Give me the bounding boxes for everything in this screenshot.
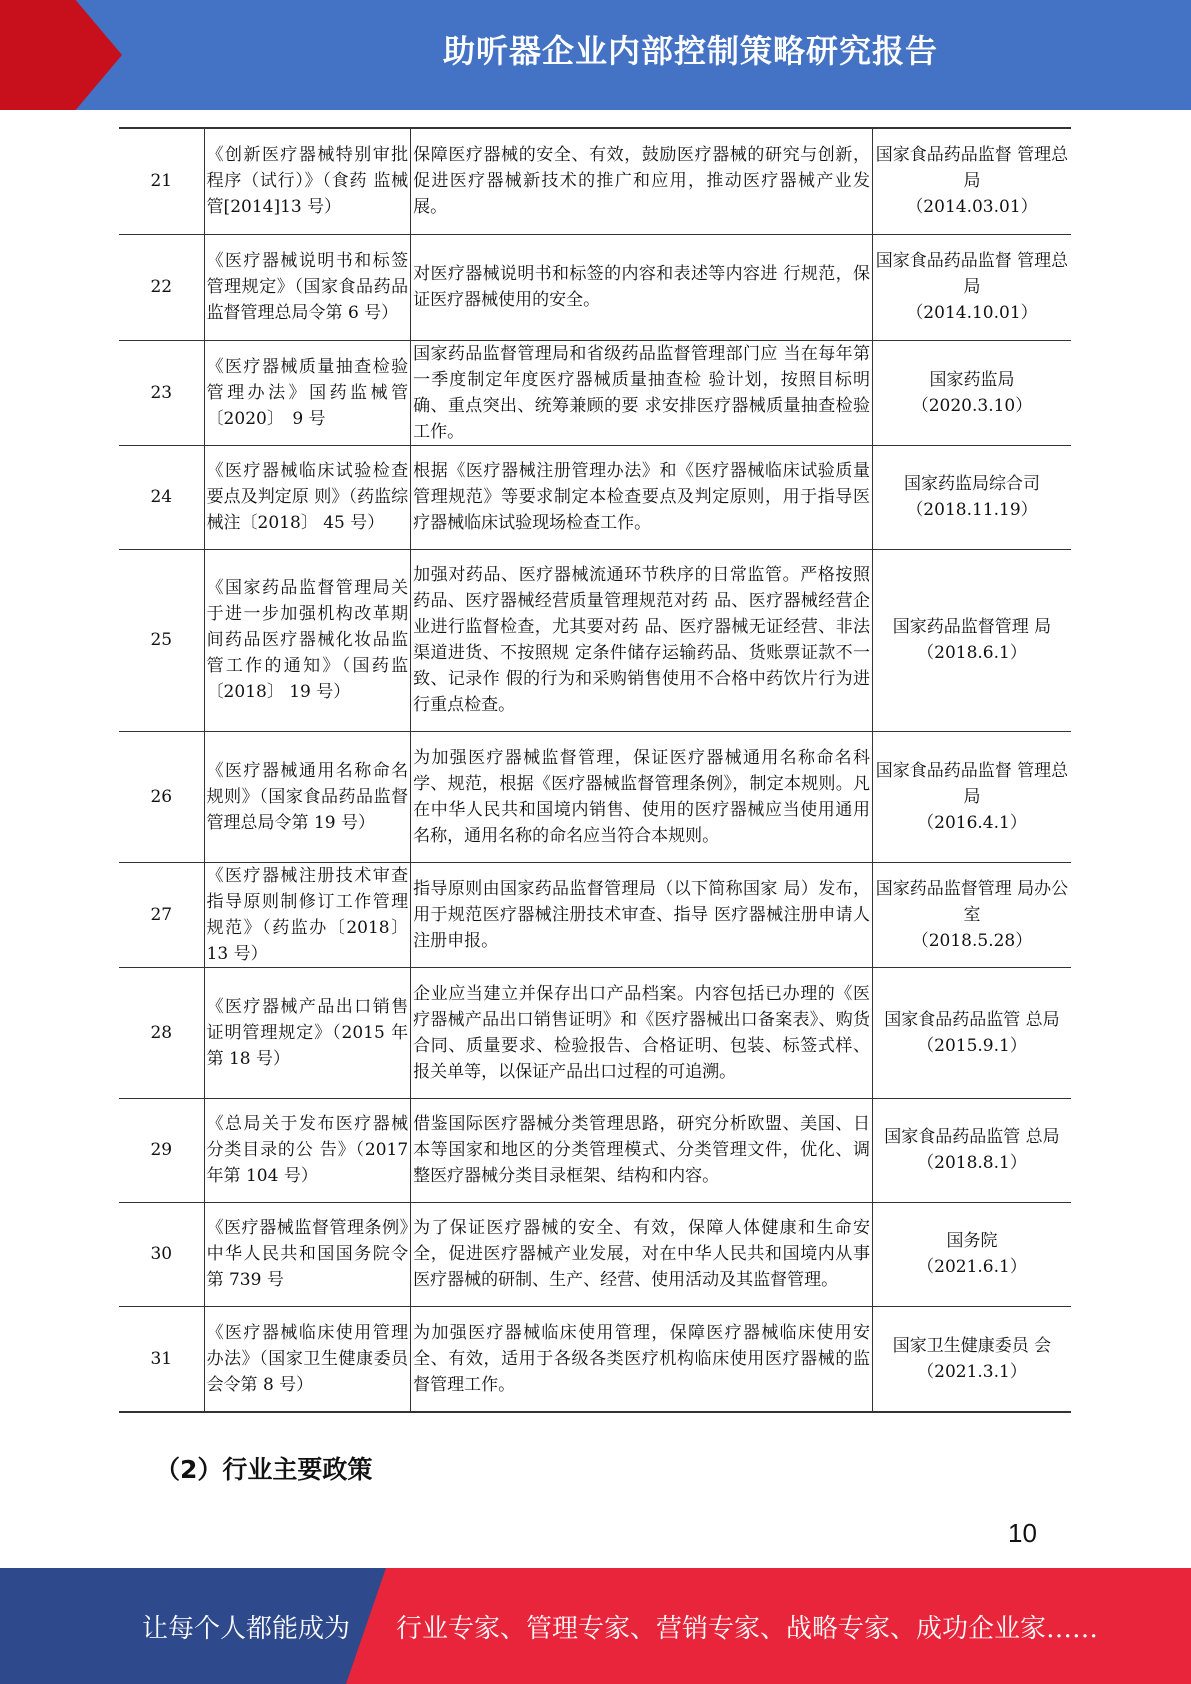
regulation-name: 《医疗器械临床使用管理办法》（国家卫生健康委员会令第 8 号） <box>204 1306 411 1412</box>
authority-name: 国务院 <box>946 1231 998 1251</box>
issuing-authority <box>872 731 1071 862</box>
regulation-name: 《医疗器械质量抽查检验管理办法》国药监械管〔2020〕 9 号 <box>204 340 411 445</box>
regulation-name: 《创新医疗器械特别审批程序（试行）》（食药 监械管[2014]13 号） <box>204 128 411 234</box>
effective-date: （2018.8.1） <box>917 1153 1027 1173</box>
row-number: 27 <box>119 862 204 967</box>
issuing-authority <box>872 234 1071 340</box>
issuing-authority <box>872 340 1071 445</box>
table-row <box>119 549 1071 731</box>
table-row <box>119 1306 1071 1412</box>
issuing-authority <box>872 128 1071 234</box>
row-number: 23 <box>119 340 204 445</box>
regulation-description: 对医疗器械说明书和标签的内容和表述等内容进 行规范，保证医疗器械使用的安全。 <box>411 234 873 340</box>
footer-slogan-left: 让每个人都能成为 <box>142 1614 351 1644</box>
table-row <box>119 340 1071 445</box>
table-row <box>119 1202 1071 1306</box>
regulation-name: 《总局关于发布医疗器械分类目录的公 告》（2017 年第 104 号） <box>204 1098 411 1202</box>
regulation-description: 国家药品监督管理局和省级药品监督管理部门应 当在每年第一季度制定年度医疗器械质量抽查检 验计划，按照目标明确、重点突出、统筹兼顾的要 求安排医疗器械质量抽查检验工作。 <box>411 340 873 445</box>
row-number: 22 <box>119 234 204 340</box>
authority-name: 国家食品药品监督 管理总局 <box>875 760 1069 807</box>
issuing-authority <box>872 1098 1071 1202</box>
effective-date: （2016.4.1） <box>917 812 1027 833</box>
authority-name: 国家药品监督管理 局办公室 <box>875 878 1069 925</box>
regulation-name: 《医疗器械说明书和标签管理规定》（国家食品药品监督管理总局令第 6 号） <box>204 234 411 340</box>
regulation-name: 《医疗器械通用名称命名规则》（国家食品药品监督管理总局令第 19 号） <box>204 731 411 862</box>
section-heading: （2）行业主要政策 <box>155 1455 373 1484</box>
page-number: 10 <box>1008 1518 1037 1548</box>
regulation-description: 企业应当建立并保存出口产品档案。内容包括已办理的《医疗器械产品出口销售证明》和《医疗器械出口备案表》、购货合同、质量要求、检验报告、合格证明、包装、标签式样、报关单等，以保证产品出口过程的可追溯。 <box>411 967 873 1098</box>
regulation-description: 为加强医疗器械监督管理，保证医疗器械通用名称命名科学、规范，根据《医疗器械监督管理条例》，制定本规则。凡在中华人民共和国境内销售、使用的医疗器械应当使用通用名称，通用名称的命名应当符合本规则。 <box>411 731 873 862</box>
table-row <box>119 731 1071 862</box>
regulation-description: 为加强医疗器械临床使用管理，保障医疗器械临床使用安全、有效，适用于各级各类医疗机构临床使用医疗器械的监督管理工作。 <box>411 1306 873 1412</box>
authority-name: 国家药监局 <box>929 369 1015 390</box>
effective-date: （2020.3.10） <box>911 395 1033 416</box>
regulation-name: 《医疗器械产品出口销售证明管理规定》（2015 年第 18 号） <box>204 967 411 1098</box>
row-number: 26 <box>119 731 204 862</box>
regulations-table <box>119 127 1071 1413</box>
authority-name: 国家药品监督管理 局 <box>892 617 1052 637</box>
issuing-authority <box>872 967 1071 1098</box>
effective-date: （2014.03.01） <box>906 197 1038 218</box>
report-title: 助听器企业内部控制策略研究报告 <box>442 32 938 70</box>
table-row <box>119 967 1071 1098</box>
page-footer <box>0 1568 1191 1684</box>
footer-slogan-right: 行业专家、管理专家、营销专家、战略专家、成功企业家…… <box>396 1614 1099 1644</box>
row-number: 21 <box>119 128 204 234</box>
table-row <box>119 234 1071 340</box>
regulation-description: 根据《医疗器械注册管理办法》和《医疗器械临床试验质量管理规范》等要求制定本检查要点及判定原则，用于指导医疗器械临床试验现场检查工作。 <box>411 445 873 549</box>
regulation-description: 指导原则由国家药品监督管理局（以下简称国家 局）发布，用于规范医疗器械注册技术审查、指导 医疗器械注册申请人注册申报。 <box>411 862 873 967</box>
effective-date: （2014.10.01） <box>906 303 1038 323</box>
effective-date: （2015.9.1） <box>917 1035 1027 1056</box>
authority-name: 国家食品药品监管 总局 <box>884 1009 1060 1030</box>
row-number: 31 <box>119 1306 204 1412</box>
regulation-name: 《医疗器械临床试验检查要点及判定原 则》（药监综械注〔2018〕 45 号） <box>204 445 411 549</box>
regulation-name: 《医疗器械监督管理条例》中华人民共和国国务院令第 739 号 <box>204 1202 411 1306</box>
table-row <box>119 445 1071 549</box>
row-number: 30 <box>119 1202 204 1306</box>
authority-name: 国家卫生健康委员 会 <box>892 1335 1052 1356</box>
issuing-authority <box>872 549 1071 731</box>
table-row <box>119 1098 1071 1202</box>
authority-name: 国家食品药品监督 管理总局 <box>875 145 1069 192</box>
row-number: 28 <box>119 967 204 1098</box>
row-number: 24 <box>119 445 204 549</box>
issuing-authority <box>872 445 1071 549</box>
issuing-authority <box>872 862 1071 967</box>
regulation-name: 《国家药品监督管理局关于进一步加强机构改革期间药品医疗器械化妆品监管工作的通知》（国药监〔2018〕 19 号） <box>204 549 411 731</box>
issuing-authority <box>872 1202 1071 1306</box>
authority-name: 国家食品药品监管 总局 <box>884 1127 1060 1147</box>
regulation-description: 为了保证医疗器械的安全、有效，保障人体健康和生命安全，促进医疗器械产业发展，对在中华人民共和国境内从事医疗器械的研制、生产、经营、使用活动及其监督管理。 <box>411 1202 873 1306</box>
effective-date: （2021.3.1） <box>917 1361 1027 1382</box>
authority-name: 国家药监局综合司 <box>903 474 1040 494</box>
table-row <box>119 128 1071 234</box>
row-number: 29 <box>119 1098 204 1202</box>
page-header <box>0 0 1191 110</box>
regulation-description: 加强对药品、医疗器械流通环节秩序的日常监管。严格按照药品、医疗器械经营质量管理规范对药 品、医疗器械经营企业进行监督检查，尤其要对药 品、医疗器械无证经营、非法渠道进货、不按照规 定条件储存运输药品、货账票证款不一致、记录作 假的行为和采购销售使用不合格中药饮片行为进 行重点检查。 <box>411 549 873 731</box>
effective-date: （2018.11.19） <box>906 500 1038 520</box>
authority-name: 国家食品药品监督 管理总局 <box>875 251 1069 297</box>
row-number: 25 <box>119 549 204 731</box>
regulation-description: 保障医疗器械的安全、有效，鼓励医疗器械的研究与创新，促进医疗器械新技术的推广和应用，推动医疗器械产业发展。 <box>411 128 873 234</box>
table-row <box>119 862 1071 967</box>
issuing-authority <box>872 1306 1071 1412</box>
regulation-description: 借鉴国际医疗器械分类管理思路，研究分析欧盟、美国、日本等国家和地区的分类管理模式、分类管理文件，优化、调整医疗器械分类目录框架、结构和内容。 <box>411 1098 873 1202</box>
effective-date: （2018.6.1） <box>917 643 1027 663</box>
effective-date: （2018.5.28） <box>911 930 1033 951</box>
regulation-name: 《医疗器械注册技术审查指导原则制修订工作管理规范》（药监办〔2018〕13 号） <box>204 862 411 967</box>
effective-date: （2021.6.1） <box>917 1257 1027 1277</box>
